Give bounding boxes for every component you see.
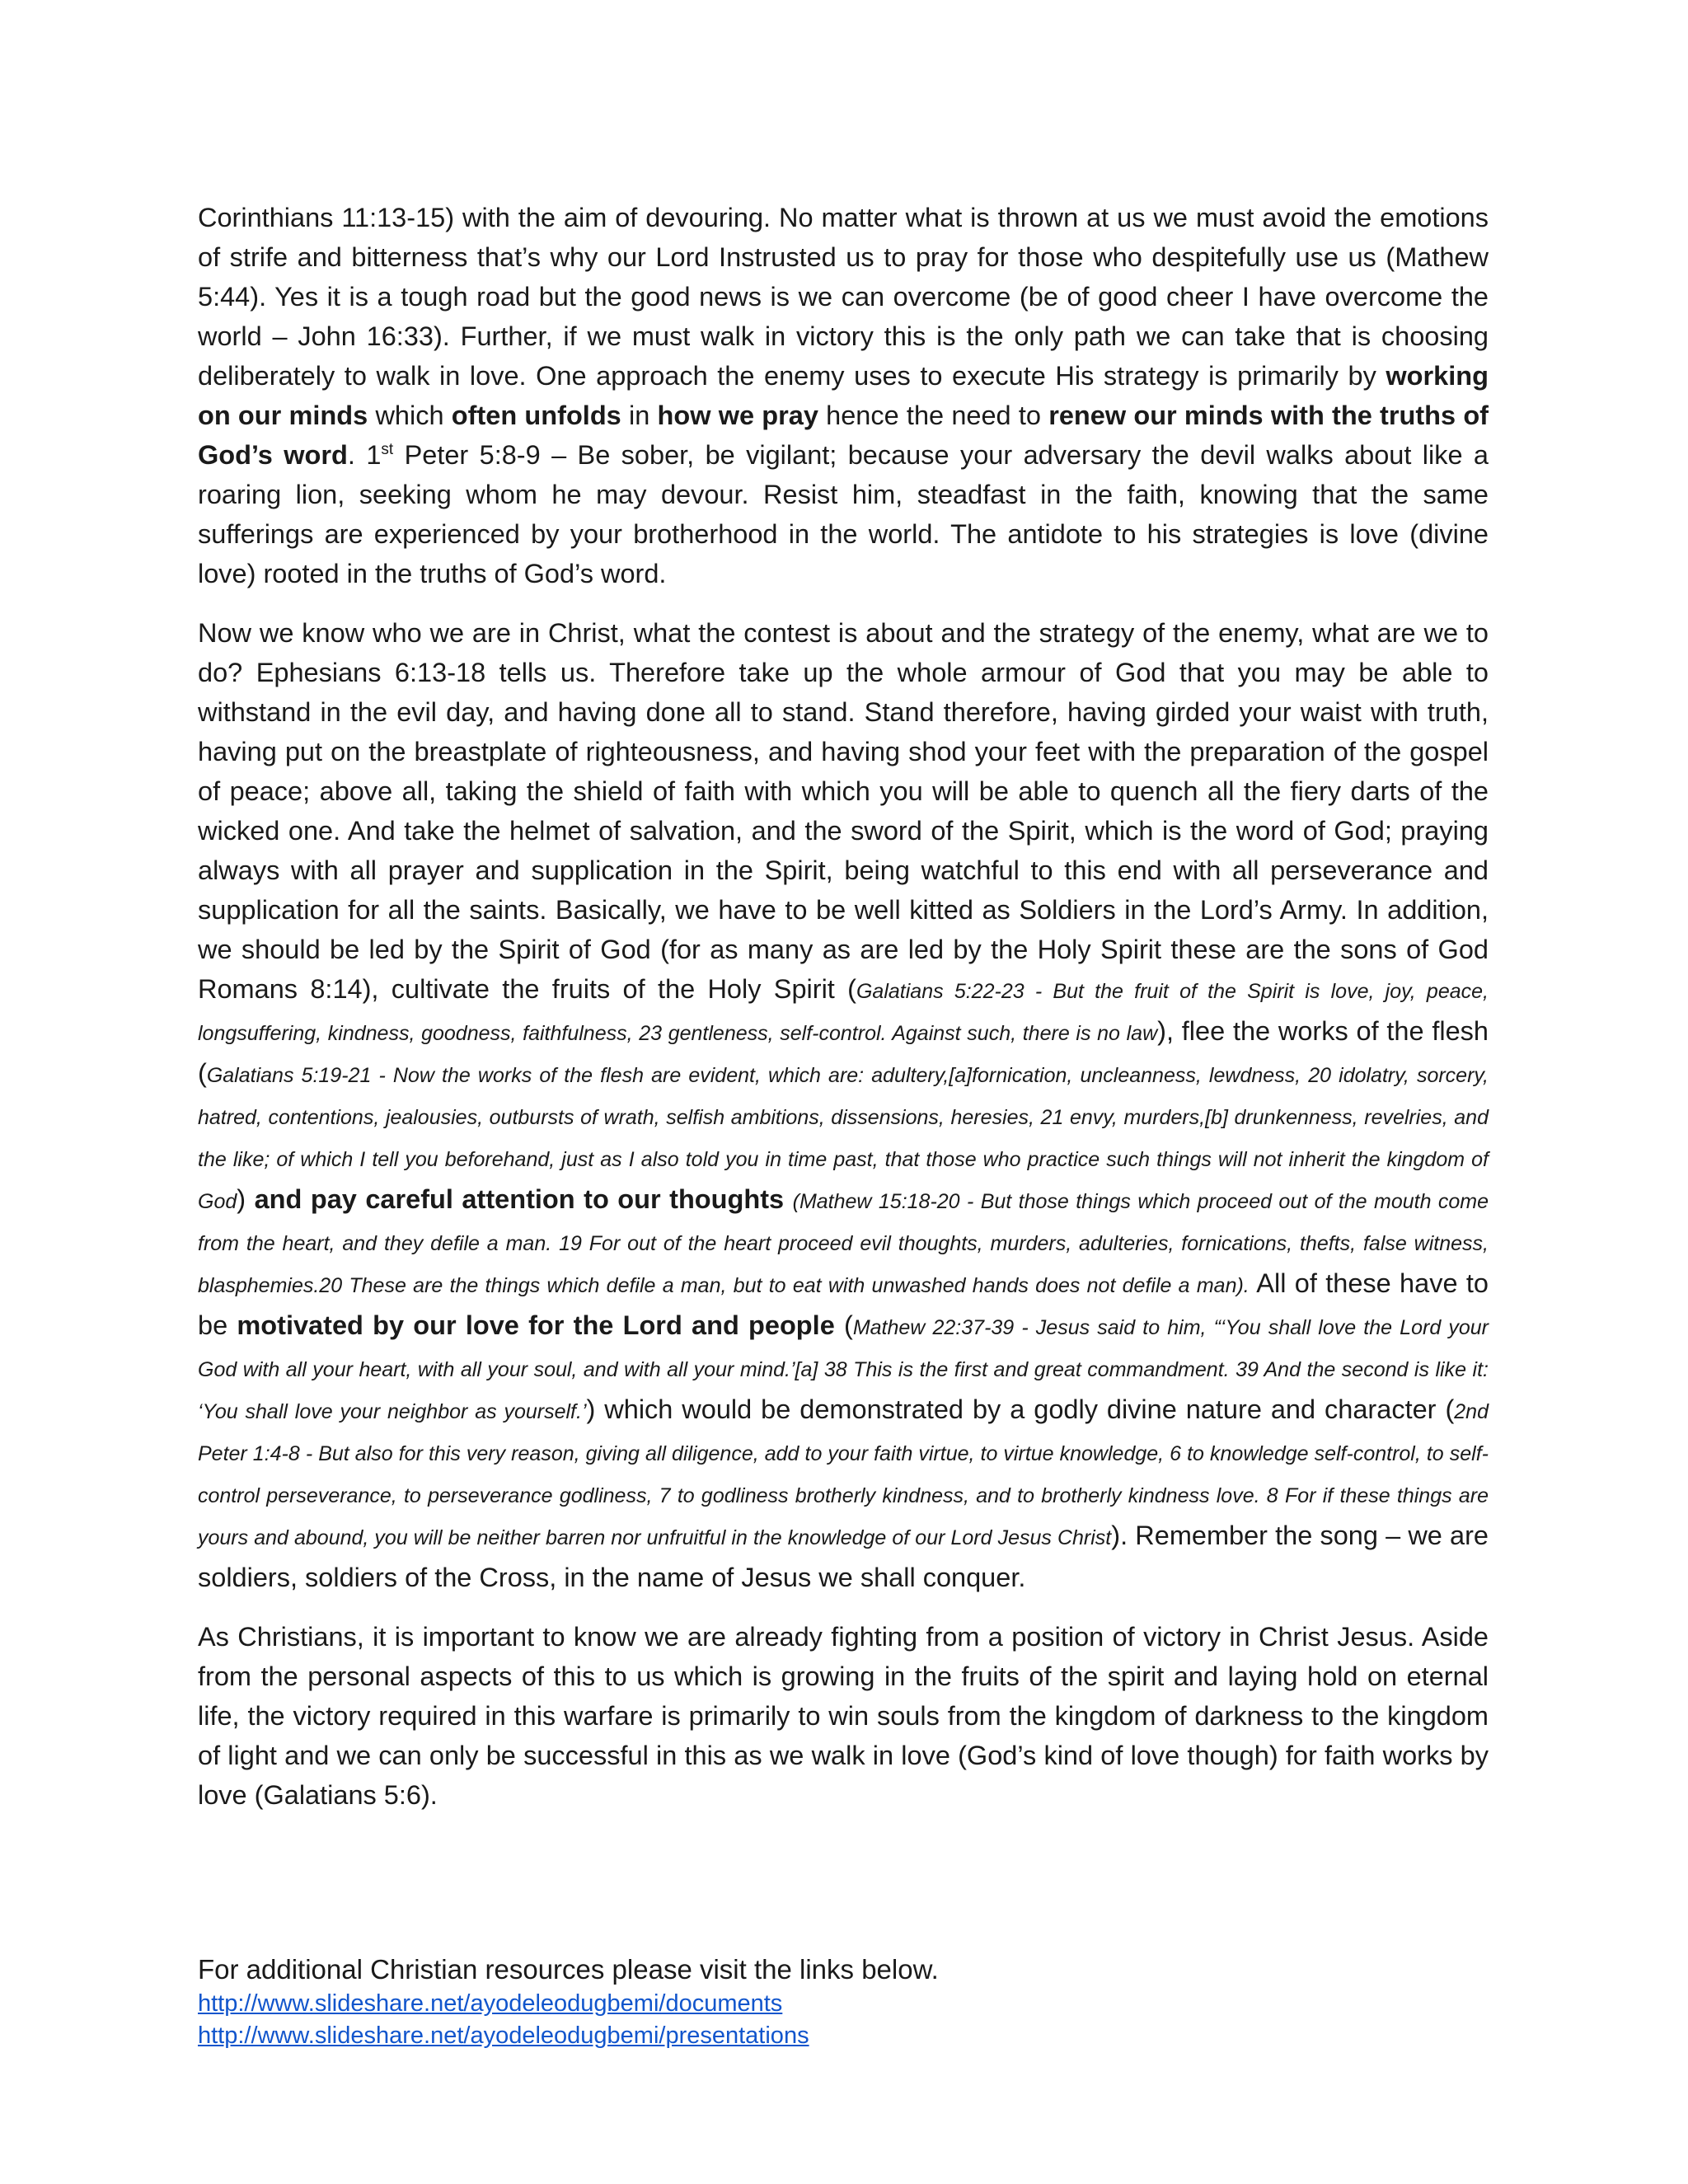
ordinal-superscript: st bbox=[381, 441, 394, 459]
text-run: ) bbox=[237, 1184, 255, 1214]
text-run: in bbox=[621, 401, 658, 430]
scripture-quote: Galatians 5:22-23 - But the fruit of the Spirit is love, joy, peace, longsuffering, kindness, goodness, faithfulness, 23 gentleness, self-control. Against such, there is no law bbox=[198, 980, 1489, 1045]
text-run: . 1 bbox=[347, 440, 382, 470]
scripture-quote: (Mathew 15:18-20 - But those things which proceed out of the mouth come from the heart, and they defile a man. 19 For out of the heart proceed evil thoughts, murders, adulteries, fornications, thefts, false witness, blasphemies.20 These are the things which defile a man, but to eat with unwashed hands does not defile a man). bbox=[198, 1190, 1489, 1297]
bold-text: renew our minds with the truths of God’s word bbox=[198, 401, 1489, 470]
document-body bbox=[198, 198, 1489, 1835]
scripture-quote: Galatians 5:19-21 - Now the works of the flesh are evident, which are: adultery,[a]fornication, uncleanness, lewdness, 20 idolatry, sorcery, hatred, contentions, jealousies, outbursts of wrath, selfish ambitions, dissensions, heresies, 21 envy, murders,[b] drunkenness, revelries, and the like; of which I tell you beforehand, just as I also told you in time past, that those who practice such things will not inherit the kingdom of God bbox=[198, 1064, 1489, 1213]
text-run bbox=[784, 1184, 793, 1214]
bold-text: often unfolds bbox=[451, 401, 621, 430]
text-run: ( bbox=[834, 1310, 853, 1340]
scripture-quote: 2nd Peter 1:4-8 - But also for this very reason, giving all diligence, add to your faith virtue, to virtue knowledge, 6 to knowledge self-control, to self-control perseverance, to perseverance godliness, 7 to godliness brotherly kindness, and to brotherly kindness love. 8 For if these things are yours and abound, you will be neither barren nor unfruitful in the knowledge of our Lord Jesus Christ bbox=[198, 1400, 1489, 1549]
paragraph bbox=[198, 198, 1489, 593]
bold-text: motivated by our love for the Lord and people bbox=[237, 1310, 835, 1340]
presentations-link[interactable]: http://www.slideshare.net/ayodeleodugbemi/presentations bbox=[198, 2022, 809, 2049]
text-run: As Christians, it is important to know we are already fighting from a position of victory in Christ Jesus. Aside from the personal aspects of this to us which is growing in the fruits of the spirit and laying hold on eternal life, the victory required in this warfare is primarily to win souls from the kingdom of darkness to the kingdom of light and we can only be successful in this as we walk in love (God’s kind of love though) for faith works by love (Galatians 5:6). bbox=[198, 1622, 1489, 1810]
text-run: ) which would be demonstrated by a godly divine nature and character ( bbox=[586, 1394, 1455, 1424]
text-run: Peter 5:8-9 – Be sober, be vigilant; because your adversary the devil walks about like a roaring lion, seeking whom he may devour. Resist him, steadfast in the faith, knowing that the same sufferings are experienced by your brotherhood in the world. The antidote to his strategies is love (divine love) rooted in the truths of God’s word. bbox=[198, 440, 1489, 588]
resources-footer bbox=[198, 1952, 1489, 2052]
resources-intro-text: For additional Christian resources please visit the links below. bbox=[198, 1954, 939, 1985]
text-run: Now we know who we are in Christ, what the contest is about and the strategy of the enemy, what are we to do? Ephesians 6:13-18 tells us. Therefore take up the whole armour of God that you may be able to withstand in the evil day, and having done all to stand. Stand therefore, having girded your waist with truth, having put on the breastplate of righteousness, and having shod your feet with the preparation of the gospel of peace; above all, taking the shield of faith with which you will be able to quench all the fiery darts of the wicked one. And take the helmet of salvation, and the sword of the Spirit, which is the word of God; praying always with all prayer and supplication in the Spirit, being watchful to this end with all perseverance and supplication for all the saints. Basically, we have to be well kitted as Soldiers in the Lord’s Army. In addition, we should be led by the Spirit of God (for as many as are led by the Holy Spirit these are the sons of God Romans 8:14), cultivate the fruits of the Holy Spirit ( bbox=[198, 618, 1489, 1004]
scripture-quote: Mathew 22:37-39 - Jesus said to him, “‘You shall love the Lord your God with all your heart, with all your soul, and with all your mind.’[a] 38 This is the first and great commandment. 39 And the second is like it: ‘You shall love your neighbor as yourself.’ bbox=[198, 1316, 1489, 1423]
bold-text: how we pray bbox=[657, 401, 818, 430]
paragraph bbox=[198, 613, 1489, 1597]
paragraph bbox=[198, 1617, 1489, 1815]
text-run: ), flee the works of the flesh ( bbox=[198, 1016, 1489, 1088]
text-run: All of these have to be bbox=[198, 1268, 1489, 1340]
text-run: ). Remember the song – we are soldiers, soldiers of the Cross, in the name of Jesus we shall conquer. bbox=[198, 1521, 1489, 1592]
bold-text: and pay careful attention to our thoughts bbox=[254, 1184, 785, 1214]
text-run: which bbox=[368, 401, 452, 430]
bold-text: working on our minds bbox=[198, 361, 1489, 430]
text-run: Corinthians 11:13-15) with the aim of devouring. No matter what is thrown at us we must avoid the emotions of strife and bitterness that’s why our Lord Instrusted us to pray for those who despitefully use us (Mathew 5:44). Yes it is a tough road but the good news is we can overcome (be of good cheer I have overcome the world – John 16:33). Further, if we must walk in victory this is the only path we can take that is choosing deliberately to walk in love. One approach the enemy uses to execute His strategy is primarily by bbox=[198, 203, 1489, 391]
documents-link[interactable]: http://www.slideshare.net/ayodeleodugbemi/documents bbox=[198, 1990, 783, 2017]
text-run: hence the need to bbox=[818, 401, 1049, 430]
